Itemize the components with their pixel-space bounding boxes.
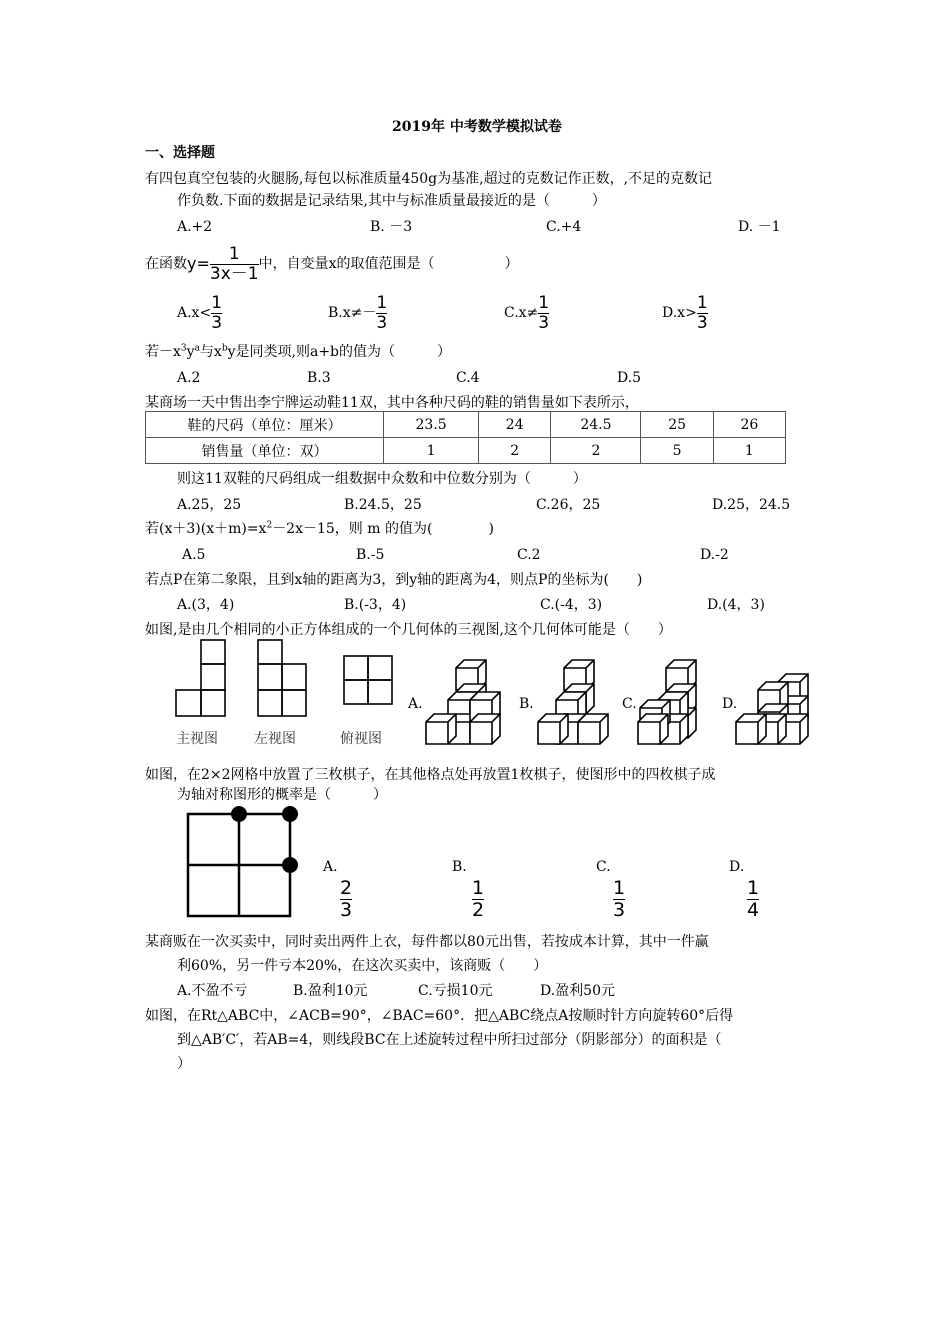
q5-option-b: B.-5	[356, 547, 385, 563]
table-cell: 1	[713, 438, 785, 464]
q8-option-b-label: B.	[452, 859, 467, 875]
q2-option-c	[504, 292, 549, 334]
q9-line1: 某商贩在一次买卖中，同时卖出两件上衣，每件都以80元出售，若按成本计算，其中一件赢	[145, 934, 709, 950]
q1-line2: 作负数.下面的数据是记录结果,其中与标准质量最接近的是（ ）	[177, 193, 606, 209]
q5-option-c: C.2	[517, 547, 541, 563]
table-cell: 5	[641, 438, 713, 464]
caption-front-view: 主视图	[176, 731, 218, 747]
q6-option-c: C.(-4，3)	[540, 597, 603, 613]
q4-option-c: C.26，25	[536, 497, 601, 513]
q4-option-b: B.24.5，25	[344, 497, 422, 513]
q1-option-c: C.+4	[546, 219, 582, 235]
q6-option-b: B.(-3，4)	[344, 597, 407, 613]
q2-y: y=	[187, 254, 210, 273]
q2-c-fraction: $\frac{1}{3}$	[538, 292, 550, 333]
q6-option-d: D.(4，3)	[707, 597, 765, 613]
table-cell: 2	[551, 438, 641, 464]
chess-piece	[231, 806, 247, 822]
q7-option-a-label: A.	[408, 696, 423, 712]
q2-post: 中，自变量x的取值范围是（ ）	[258, 256, 519, 272]
q8-option-a-label: A.	[323, 859, 338, 875]
q8-option-c-label: C.	[596, 859, 611, 875]
q2-den: 3x－1	[209, 263, 259, 284]
q2-d-fraction: $\frac{1}{3}$	[696, 292, 708, 333]
page-title: 2019年 中考数学模拟试卷	[392, 119, 562, 135]
q3-option-d: D.5	[617, 370, 642, 386]
q8-option-d-fraction: $\frac{1}{4}$	[747, 877, 760, 921]
q8-option-a-fraction: $\frac{2}{3}$	[340, 877, 353, 921]
q4-option-d: D.25，24.5	[712, 497, 791, 513]
section-heading: 一、选择题	[145, 145, 215, 161]
table-cell: 2	[479, 438, 551, 464]
q7-option-d-figure	[734, 670, 816, 746]
q5-option-a: A.5	[182, 547, 206, 563]
q8-line2: 为轴对称图形的概率是（ ）	[177, 787, 387, 803]
table-cell: 销售量（单位：双）	[146, 438, 384, 464]
q9-option-b: B.盈利10元	[293, 983, 368, 999]
q4-stem: 某商场一天中售出李宁牌运动鞋11双，其中各种尺码的鞋的销售量如下表所示，	[145, 395, 639, 411]
q8-line1: 如图，在2×2网格中放置了三枚棋子，在其他格点处再放置1枚棋子，使图形中的四枚棋子成	[145, 767, 716, 783]
q7-option-c-label: C.	[622, 696, 637, 712]
q3-option-c: C.4	[456, 370, 480, 386]
q3-stem: 若$-x^3y^a$与$x^by$是同类项,则a+b的值为（ ）	[145, 343, 452, 360]
q7-stem: 如图,是由几个相同的小正方体组成的一个几何体的三视图,这个几何体可能是（ ）	[145, 622, 672, 638]
q9-line2: 利60%，另一件亏本20%，在这次买卖中，该商贩（ ）	[177, 958, 548, 974]
q2-a-fraction: $\frac{1}{3}$	[211, 292, 223, 333]
three-views-figure	[174, 638, 402, 720]
q8-option-c-fraction: $\frac{1}{3}$	[613, 877, 626, 921]
q2-d-label: D.x>	[662, 305, 697, 321]
table-cell: 25	[641, 412, 713, 438]
q4-after: 则这11双鞋的尺码组成一组数据中众数和中位数分别为（ ）	[177, 471, 587, 487]
q1-option-a: A.+2	[177, 219, 213, 235]
q2-option-b	[328, 292, 387, 334]
q2-option-a	[177, 292, 222, 334]
table-cell: 26	[713, 412, 785, 438]
q6-stem: 若点P在第二象限，且到x轴的距离为3，到y轴的距离为4，则点P的坐标为( )	[145, 572, 643, 588]
caption-top-view: 俯视图	[340, 731, 382, 747]
q2-c-label: C.x≠	[504, 305, 539, 321]
q9-option-c: C.亏损10元	[418, 983, 493, 999]
q5-stem: 若$(x+3)(x+m)=x^2-2x-15$，则 m 的值为( )	[145, 520, 494, 537]
q1-option-d: D. －1	[738, 219, 781, 235]
q7-option-b-label: B.	[519, 696, 534, 712]
q2-num: 1	[228, 243, 240, 264]
table-cell: 鞋的尺码（单位：厘米）	[146, 412, 384, 438]
q10-line1: 如图，在Rt△ABC中，∠ACB=90°，∠BAC=60°．把△ABC绕点A按顺时针方向旋转60°后得	[145, 1008, 734, 1024]
q5-option-d: D.-2	[700, 547, 729, 563]
chess-piece	[282, 806, 298, 822]
shoe-sales-table	[145, 411, 786, 464]
table-row	[146, 438, 786, 464]
caption-left-view: 左视图	[254, 731, 296, 747]
q2-b-fraction: $\frac{1}{3}$	[376, 292, 388, 333]
table-row	[146, 412, 786, 438]
q10-line2: 到△AB′C′，若AB=4，则线段BC在上述旋转过程中所扫过部分（阴影部分）的面积是（	[177, 1032, 722, 1048]
q4-option-a: A.25，25	[177, 497, 242, 513]
q1-option-b: B. －3	[370, 219, 413, 235]
q2-stem	[145, 244, 518, 284]
table-cell: 24	[479, 412, 551, 438]
table-cell: 23.5	[384, 412, 479, 438]
q2-pre: 在函数	[145, 256, 187, 272]
q2-b-label: B.x≠－	[328, 305, 377, 321]
q9-option-a: A.不盈不亏	[177, 983, 248, 999]
q2-option-d	[662, 292, 708, 334]
q3-option-a: A.2	[177, 370, 201, 386]
chess-grid-figure	[184, 802, 300, 920]
chess-piece	[282, 857, 298, 873]
q6-option-a: A.(3，4)	[177, 597, 235, 613]
q7-option-b-figure	[536, 654, 618, 746]
table-cell: 1	[384, 438, 479, 464]
q3-option-b: B.3	[307, 370, 331, 386]
q7-option-c-figure	[636, 654, 716, 746]
q2-a-label: A.x<	[177, 305, 212, 321]
q8-option-b-fraction: $\frac{1}{2}$	[472, 877, 485, 921]
q7-option-a-figure	[424, 654, 514, 746]
q7-option-d-label: D.	[722, 696, 738, 712]
q10-line3: ）	[177, 1056, 191, 1072]
table-cell: 24.5	[551, 412, 641, 438]
q1-line1: 有四包真空包装的火腿肠,每包以标准质量450g为基准,超过的克数记作正数，,不足的克数记	[145, 171, 713, 187]
q9-option-d: D.盈利50元	[540, 983, 615, 999]
q2-function-fraction	[210, 245, 259, 284]
q8-option-d-label: D.	[729, 859, 745, 875]
